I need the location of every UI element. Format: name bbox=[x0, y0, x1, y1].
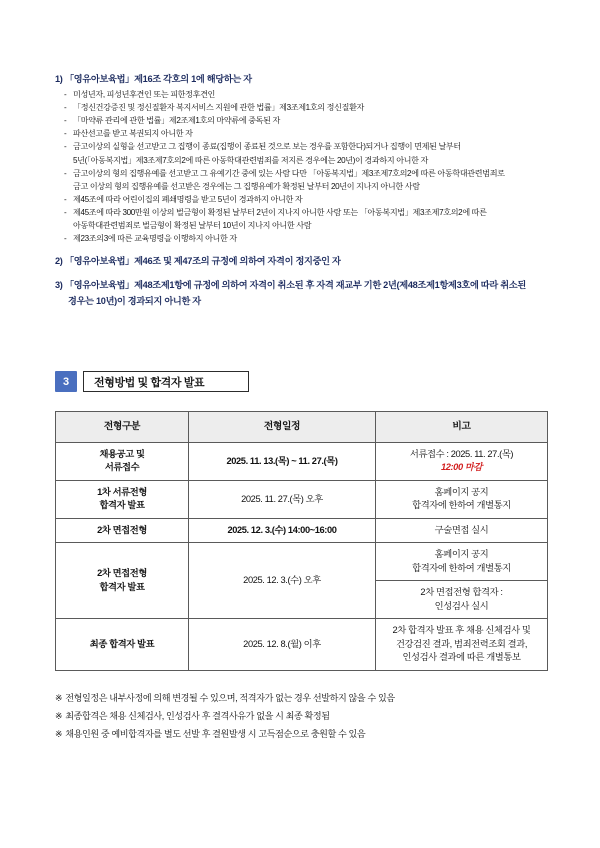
disqualification-bullet-list-2 bbox=[64, 168, 547, 181]
note-line-1: 홈페이지 공지 bbox=[434, 549, 489, 560]
list-item: - 제45조에 따라 어린이집의 폐쇄명령을 받고 5년이 경과하지 아니한 자 bbox=[64, 194, 547, 207]
note-line-2: 인성검사 실시 bbox=[434, 600, 489, 611]
footnote-text: 최종합격은 채용 신체검사, 인성검사 후 결격사유가 없을 시 최종 확정됨 bbox=[65, 711, 330, 722]
column-header-division: 전형구분 bbox=[56, 412, 189, 443]
list-item: - 「마약류 관리에 관한 법률」제2조제1호의 마약류에 중독된 자 bbox=[64, 115, 547, 128]
disqualification-item-2-heading bbox=[55, 255, 547, 268]
cell-note: 구술면접 실시 bbox=[376, 518, 548, 542]
table-row bbox=[56, 480, 548, 518]
item-2-number: 2) bbox=[55, 256, 63, 267]
table-row bbox=[56, 518, 548, 542]
table-row bbox=[56, 619, 548, 670]
cell-note-upper bbox=[376, 543, 548, 581]
list-item-continuation: 금고 이상의 형의 집행유예를 선고받은 경우에는 그 집행유예가 확정된 날부터 20년이 지나지 아니한 사람 bbox=[73, 181, 420, 191]
footnote-item bbox=[55, 728, 555, 742]
note-line-3: 인성검사 결과에 따른 개별통보 bbox=[402, 652, 521, 663]
table-row bbox=[56, 543, 548, 581]
note-deadline: 12:00 마감 bbox=[440, 462, 483, 473]
list-item: - 미성년자, 피성년후견인 또는 피한정후견인 bbox=[64, 89, 547, 102]
cell-note bbox=[376, 619, 548, 670]
note-line-1: 서류접수 : 2025. 11. 27.(목) bbox=[409, 449, 514, 459]
cell-schedule: 2025. 11. 27.(목) 오후 bbox=[189, 480, 376, 518]
cell-division: 2차 면접전형 bbox=[56, 518, 189, 542]
item-1-text: 「영유아보육법」제16조 각호의 1에 해당하는 자 bbox=[64, 74, 252, 84]
note-line-2: 합격자에 한하여 개별통지 bbox=[412, 500, 511, 511]
cell-note-lower bbox=[376, 581, 548, 619]
item-1-number: 1) bbox=[55, 74, 63, 84]
note-line-1: 홈페이지 공지 bbox=[434, 486, 489, 497]
table-header-row bbox=[56, 412, 548, 443]
division-line-1: 2차 면접전형 bbox=[97, 568, 147, 579]
column-header-schedule: 전형일정 bbox=[189, 412, 376, 443]
footnote-text: 전형일정은 내부사정에 의해 변경될 수 있으며, 적격자가 없는 경우 선발하지 않을 수 있음 bbox=[65, 693, 395, 703]
cell-note bbox=[376, 480, 548, 518]
page-title: 전형방법 및 합격자 발표 bbox=[83, 371, 249, 392]
note-line-2: 합격자에 한하여 개별통지 bbox=[412, 562, 511, 573]
cell-division bbox=[56, 543, 189, 619]
footnote-mark: ※ bbox=[55, 693, 63, 703]
note-line-2: 건강검진 결과, 범죄전력조회 결과, bbox=[395, 638, 528, 649]
cell-division bbox=[56, 443, 189, 481]
footnote-text: 채용인원 중 예비합격자를 별도 선발 후 결원발생 시 고득점순으로 충원할 수 있음 bbox=[65, 729, 366, 740]
section-number-badge: 3 bbox=[55, 371, 77, 392]
list-item-continuation: 5년(「아동복지법」제3조제7호의2에 따른 아동학대관련범죄를 저지른 경우에는 20년)이 경과하지 아니한 자 bbox=[73, 155, 428, 165]
division-line-2: 합격자 발표 bbox=[99, 581, 145, 592]
cell-division bbox=[56, 480, 189, 518]
footnote-item bbox=[55, 710, 555, 724]
footnote-mark: ※ bbox=[55, 711, 63, 722]
footnote-item bbox=[55, 692, 555, 706]
disqualification-bullet-list-3 bbox=[64, 194, 547, 220]
cell-schedule: 2025. 12. 3.(수) 오후 bbox=[189, 543, 376, 619]
division-line-2: 서류접수 bbox=[104, 462, 140, 473]
disqualification-bullet-list-4 bbox=[64, 233, 547, 246]
list-item: - 금고이상의 실형을 선고받고 그 집행이 종료(집행이 종료된 것으로 보는 경우를 포함한다)되거나 집행이 면제된 날부터 bbox=[64, 141, 547, 154]
note-line-1: 2차 합격자 발표 후 채용 신체검사 및 bbox=[392, 625, 531, 636]
division-line-1: 채용공고 및 bbox=[99, 449, 145, 459]
cell-schedule: 2025. 11. 13.(목) ~ 11. 27.(목) bbox=[189, 443, 376, 481]
section-heading bbox=[55, 371, 249, 392]
note-line-1: 2차 면접전형 합격자 : bbox=[420, 587, 503, 598]
item-3-text: 「영유아보육법」제48조제1항에 규정에 의하여 자격이 취소된 후 자격 재교부 기한 2년(제48조제1항제3호에 따라 취소된 bbox=[64, 279, 526, 290]
cell-schedule: 2025. 12. 8.(월) 이후 bbox=[189, 619, 376, 670]
table-row bbox=[56, 443, 548, 481]
list-item: - 제45조에 따라 300만원 이상의 벌금형이 확정된 날부터 2년이 지나지 아니한 사람 또는 「아동복지법」제3조제7호의2에 따른 bbox=[64, 207, 547, 220]
item-3-continuation: 경우는 10년)이 경과되지 아니한 자 bbox=[68, 295, 201, 306]
footnotes bbox=[55, 692, 555, 746]
disqualification-section bbox=[55, 73, 547, 308]
cell-schedule: 2025. 12. 3.(수) 14:00~16:00 bbox=[189, 518, 376, 542]
disqualification-item-1-heading bbox=[55, 73, 547, 86]
item-3-number: 3) bbox=[55, 279, 63, 290]
column-header-note: 비고 bbox=[376, 412, 548, 443]
cell-note bbox=[376, 443, 548, 481]
footnote-mark: ※ bbox=[55, 729, 63, 740]
disqualification-item-3-heading bbox=[55, 279, 547, 292]
list-item-continuation: 아동학대관련범죄로 벌금형이 확정된 날부터 10년이 지나지 아니한 사람 bbox=[73, 220, 312, 230]
disqualification-bullet-list bbox=[64, 89, 547, 154]
list-item: - 파산선고를 받고 복권되지 아니한 자 bbox=[64, 128, 547, 141]
list-item: - 「정신건강증진 및 정신질환자 복지서비스 지원에 관한 법률」제3조제1호의 정신질환자 bbox=[64, 102, 547, 115]
cell-division: 최종 합격자 발표 bbox=[56, 619, 189, 670]
schedule-table bbox=[55, 411, 548, 671]
division-line-2: 합격자 발표 bbox=[99, 500, 145, 511]
list-item: - 금고이상의 형의 집행유예를 선고받고 그 유예기간 중에 있는 사람 다만 「아동복지법」제3조제7호의2에 따른 아동학대관련범죄로 bbox=[64, 168, 547, 181]
division-line-1: 1차 서류전형 bbox=[97, 486, 147, 497]
list-item: - 제23조의3에 따른 교육명령을 이행하지 아니한 자 bbox=[64, 233, 547, 246]
item-2-text: 「영유아보육법」제46조 및 제47조의 규정에 의하여 자격이 정지중인 자 bbox=[64, 256, 341, 267]
